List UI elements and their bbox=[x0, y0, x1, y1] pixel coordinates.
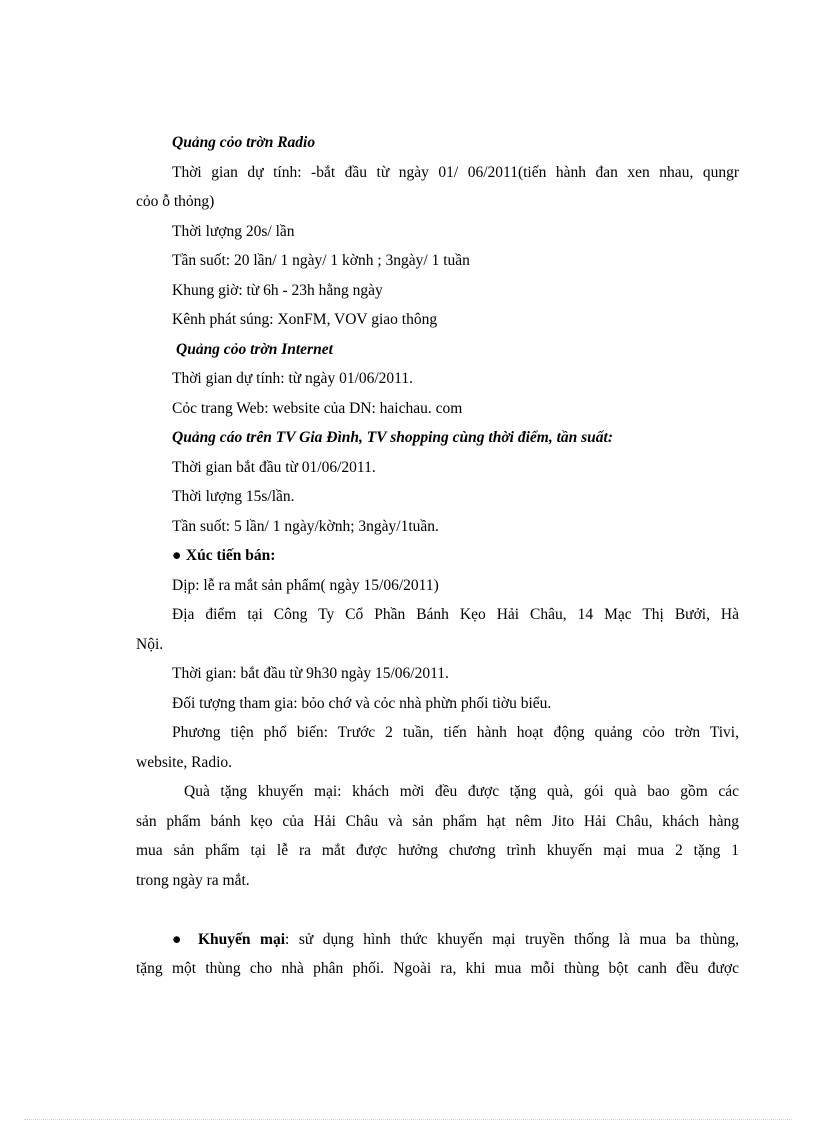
page-bottom-rule bbox=[24, 1119, 792, 1120]
tv-duration: Thời lượng 15s/lần. bbox=[172, 488, 295, 505]
radio-schedule-line: Thời gian dự tính: -bắt đầu từ ngày 01/ 06/2011(tiến hành đan xen nhau, qungr bbox=[172, 163, 739, 181]
promotion-line-1 bbox=[136, 925, 739, 955]
tv-frequency: Tần suốt: 5 lần/ 1 ngày/kờnh; 3ngày/1tuần. bbox=[172, 517, 439, 535]
tv-start: Thời gian bắt đầu từ 01/06/2011. bbox=[172, 458, 376, 476]
event-time: Thời gian: bắt đầu từ 9h30 ngày 15/06/2011. bbox=[172, 665, 449, 682]
radio-channels: Kênh phát súng: XonFM, VOV giao thông bbox=[172, 311, 438, 328]
bullet-icon: ● bbox=[172, 930, 182, 948]
gift-paragraph-line-3: mua sản phẩm tại lễ ra mắt được hưởng chương trình khuyến mại mua 2 tặng 1 bbox=[136, 842, 739, 859]
event-media: Phương tiện phổ biến: Trước 2 tuần, tiến hành hoạt động quảng cỏo trờn Tivi, bbox=[172, 724, 739, 741]
gift-paragraph-line-4: trong ngày ra mắt. bbox=[136, 871, 250, 889]
document-body bbox=[136, 128, 739, 984]
heading-internet-ads: Quảng cỏo trờn Internet bbox=[176, 340, 333, 358]
event-media-cont: website, Radio. bbox=[136, 753, 232, 771]
radio-frequency: Tần suốt: 20 lần/ 1 ngày/ 1 kờnh ; 3ngày/ 1 tuần bbox=[172, 252, 470, 269]
event-occasion: Dịp: lễ ra mắt sản phẩm( ngày 15/06/2011) bbox=[172, 576, 439, 594]
gift-paragraph-line-2: sản phẩm bánh kẹo của Hải Châu và sản phẩm hạt nêm Jito Hải Châu, khách hàng bbox=[136, 812, 739, 830]
radio-time-slot: Khung giờ: từ 6h - 23h hằng ngày bbox=[172, 281, 383, 299]
internet-websites: Cỏc trang Web: website của DN: haichau. com bbox=[172, 399, 463, 417]
event-participants: Đối tượng tham gia: bỏo chớ và cỏc nhà phừn phối tiờu biểu. bbox=[172, 694, 552, 712]
heading-sales-promotion bbox=[136, 541, 739, 571]
promotion-text: : sử dụng hình thức khuyến mại truyền thống là mua ba thùng, bbox=[285, 930, 740, 948]
event-location: Địa điểm tại Công Ty Cổ Phần Bánh Kẹo Hải Châu, 14 Mạc Thị Bưởi, Hà bbox=[172, 606, 739, 623]
promotion-label: Khuyến mại bbox=[198, 930, 286, 948]
internet-schedule: Thời gian dự tính: từ ngày 01/06/2011. bbox=[172, 370, 413, 387]
event-location-cont: Nội. bbox=[136, 635, 164, 653]
paragraph-spacer bbox=[136, 895, 739, 925]
gift-paragraph-line-1: Quà tặng khuyến mại: khách mời đều được tặng quà, gói quà bao gồm các bbox=[184, 783, 739, 800]
heading-tv-ads: Quảng cáo trên TV Gia Đình, TV shopping cùng thời điểm, tần suất: bbox=[172, 429, 613, 446]
radio-duration: Thời lượng 20s/ lần bbox=[172, 222, 295, 240]
bullet-icon: ● bbox=[172, 547, 182, 564]
radio-schedule-cont: cỏo ỗ thỏng) bbox=[136, 193, 215, 210]
sales-promotion-label: Xúc tiến bán: bbox=[185, 547, 276, 564]
heading-radio-ads: Quảng cỏo trờn Radio bbox=[172, 134, 316, 151]
promotion-line-2: tặng một thùng cho nhà phân phối. Ngoài ra, khi mua mỗi thùng bột canh đều được bbox=[136, 960, 739, 977]
